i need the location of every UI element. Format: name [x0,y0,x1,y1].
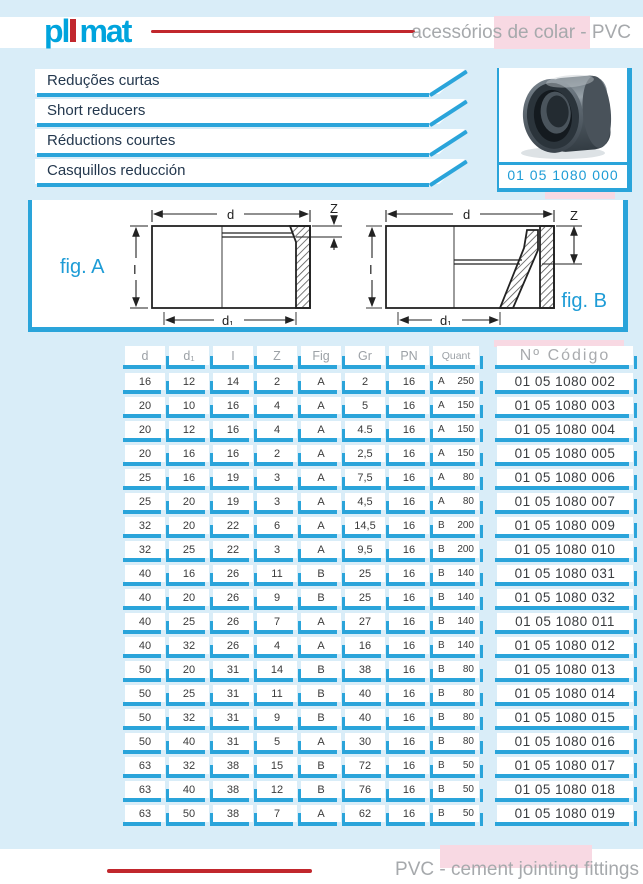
cell-gr: 76 [345,781,385,798]
cell-code: 01 05 1080 031 [497,565,633,582]
table-row [125,421,633,438]
cell-fig: A [301,733,341,750]
cell-d: 20 [125,445,165,462]
page-title: acessórios de colar - PVC [411,22,631,43]
fig-b-drawing [350,202,600,325]
cell-gr: 40 [345,685,385,702]
cell-d: 50 [125,685,165,702]
cell-quant [433,373,479,390]
quant-value: 150 [457,424,474,435]
column-gap [483,709,493,726]
quant-fig-letter: A [438,496,445,507]
quant-value: 80 [462,664,474,675]
banner-pt [35,69,465,94]
col-header-z: Z [257,346,297,365]
col-header-d: d [125,346,165,365]
cell-gr: 38 [345,661,385,678]
cell-i: 26 [213,589,253,606]
cell-d: 50 [125,733,165,750]
cell-gr: 5 [345,397,385,414]
quant-fig-letter: B [438,808,445,819]
cell-quant [433,733,479,750]
column-gap [483,733,493,750]
quant-fig-letter: B [438,592,445,603]
cell-d1: 40 [169,781,209,798]
cell-code: 01 05 1080 007 [497,493,633,510]
cell-gr: 40 [345,709,385,726]
svg-text:d: d [463,207,471,222]
footer-red-rule [107,869,312,873]
table-row [125,397,633,414]
table-row [125,781,633,798]
table-row [125,661,633,678]
column-gap [483,637,493,654]
cell-pn: 16 [389,805,429,822]
cell-code: 01 05 1080 018 [497,781,633,798]
cell-d1: 20 [169,517,209,534]
cell-d: 25 [125,493,165,510]
cell-fig: B [301,757,341,774]
cell-z: 11 [257,565,297,582]
cell-pn: 16 [389,709,429,726]
col-header-codigo: Nº Código [497,346,633,365]
cell-d: 50 [125,709,165,726]
cell-pn: 16 [389,373,429,390]
table-row [125,445,633,462]
column-gap [483,685,493,702]
cell-pn: 16 [389,637,429,654]
cell-pn: 16 [389,781,429,798]
cell-gr: 30 [345,733,385,750]
cell-pn: 16 [389,445,429,462]
quant-value: 80 [462,712,474,723]
column-gap [483,541,493,558]
quant-fig-letter: A [438,472,445,483]
cell-pn: 16 [389,541,429,558]
cell-gr: 9,5 [345,541,385,558]
cell-d: 63 [125,805,165,822]
banner-label: Short reducers [47,102,146,119]
quant-fig-letter: A [438,448,445,459]
column-gap [483,346,493,365]
banner-label: Reduções curtas [47,72,160,89]
cell-d: 20 [125,421,165,438]
cell-pn: 16 [389,685,429,702]
logo-text-pre: pl [44,13,69,49]
quant-value: 200 [457,520,474,531]
quant-fig-letter: B [438,712,445,723]
table-row [125,709,633,726]
column-gap [483,397,493,414]
svg-text:Z: Z [330,202,338,216]
cell-z: 11 [257,685,297,702]
quant-value: 140 [457,568,474,579]
cell-i: 38 [213,781,253,798]
fig-a-drawing [110,202,360,325]
cell-quant [433,421,479,438]
column-gap [483,445,493,462]
quant-fig-letter: B [438,688,445,699]
column-gap [483,421,493,438]
table-row [125,493,633,510]
quant-value: 80 [462,472,474,483]
quant-fig-letter: A [438,376,445,387]
cell-gr: 27 [345,613,385,630]
cell-d1: 32 [169,637,209,654]
logo-text-post: mat [79,13,131,49]
table-row [125,733,633,750]
cell-fig: A [301,541,341,558]
cell-fig: B [301,685,341,702]
header-red-rule [151,30,415,33]
product-photo [499,68,627,162]
cell-d1: 10 [169,397,209,414]
table-header-row [125,346,633,365]
quant-fig-letter: A [438,424,445,435]
quant-value: 140 [457,592,474,603]
cell-fig: A [301,373,341,390]
quant-value: 50 [462,760,474,771]
cell-d: 32 [125,517,165,534]
cell-quant [433,469,479,486]
cell-code: 01 05 1080 014 [497,685,633,702]
cell-quant [433,589,479,606]
cell-gr: 72 [345,757,385,774]
cell-z: 7 [257,613,297,630]
cell-code: 01 05 1080 004 [497,421,633,438]
quant-fig-letter: B [438,736,445,747]
cell-i: 22 [213,517,253,534]
cell-fig: B [301,781,341,798]
cell-z: 4 [257,421,297,438]
cell-z: 7 [257,805,297,822]
table-row [125,517,633,534]
cell-code: 01 05 1080 019 [497,805,633,822]
cell-pn: 16 [389,565,429,582]
cell-quant [433,781,479,798]
quant-fig-letter: B [438,664,445,675]
cell-i: 38 [213,805,253,822]
quant-value: 140 [457,616,474,627]
quant-value: 140 [457,640,474,651]
cell-gr: 25 [345,565,385,582]
banner-underline [37,123,429,127]
cell-code: 01 05 1080 011 [497,613,633,630]
title-banners [35,69,465,189]
col-header-fig: Fig [301,346,341,365]
banner-es [35,159,465,184]
cell-z: 2 [257,445,297,462]
cell-z: 4 [257,397,297,414]
quant-fig-letter: B [438,544,445,555]
cell-pn: 16 [389,493,429,510]
cell-fig: B [301,589,341,606]
fig-a-label: fig. A [60,256,105,278]
cell-quant [433,637,479,654]
cell-i: 16 [213,397,253,414]
cell-code: 01 05 1080 012 [497,637,633,654]
cell-z: 3 [257,541,297,558]
cell-i: 14 [213,373,253,390]
table-row [125,541,633,558]
cell-fig: B [301,661,341,678]
svg-text:Z: Z [570,208,578,223]
quant-fig-letter: B [438,784,445,795]
cell-code: 01 05 1080 032 [497,589,633,606]
cell-d1: 25 [169,685,209,702]
cell-z: 2 [257,373,297,390]
product-image-box [497,68,632,192]
cell-d1: 32 [169,709,209,726]
banner-label: Réductions courtes [47,132,176,149]
column-gap [483,781,493,798]
cell-d1: 16 [169,565,209,582]
table-row [125,469,633,486]
quant-value: 80 [462,688,474,699]
banner-underline [37,153,429,157]
svg-text:d: d [227,207,235,222]
svg-text:I: I [133,262,137,277]
cell-d1: 25 [169,541,209,558]
cell-pn: 16 [389,733,429,750]
cell-i: 22 [213,541,253,558]
cell-z: 9 [257,709,297,726]
cell-z: 6 [257,517,297,534]
cell-pn: 16 [389,517,429,534]
table-row [125,373,633,390]
col-header-pn: PN [389,346,429,365]
plimat-logo [44,13,130,49]
cell-d1: 20 [169,661,209,678]
table-row [125,589,633,606]
cell-d1: 40 [169,733,209,750]
cell-gr: 2,5 [345,445,385,462]
quant-value: 80 [462,496,474,507]
quant-value: 150 [457,448,474,459]
cell-fig: B [301,709,341,726]
cell-d1: 20 [169,589,209,606]
cell-fig: A [301,421,341,438]
cell-quant [433,661,479,678]
cell-i: 16 [213,421,253,438]
column-gap [483,589,493,606]
cell-i: 38 [213,757,253,774]
logo-red-bar [70,19,76,42]
cell-code: 01 05 1080 013 [497,661,633,678]
cell-quant [433,709,479,726]
cell-quant [433,517,479,534]
cell-gr: 7,5 [345,469,385,486]
dimensions-table [125,346,633,829]
cell-quant [433,757,479,774]
cell-code: 01 05 1080 002 [497,373,633,390]
column-gap [483,805,493,822]
column-gap [483,373,493,390]
table-body [125,373,633,822]
svg-text:I: I [369,262,373,277]
banner-label: Casquillos reducción [47,162,186,179]
cell-quant [433,565,479,582]
column-gap [483,517,493,534]
cell-d: 25 [125,469,165,486]
cell-gr: 4,5 [345,493,385,510]
column-gap [483,613,493,630]
cell-d1: 32 [169,757,209,774]
footer-text: PVC - cement jointing fittings [395,859,639,880]
cell-gr: 4.5 [345,421,385,438]
cell-fig: B [301,565,341,582]
cell-quant [433,493,479,510]
cell-pn: 16 [389,757,429,774]
column-gap [483,757,493,774]
column-gap [483,661,493,678]
cell-i: 31 [213,709,253,726]
cell-code: 01 05 1080 015 [497,709,633,726]
cell-d: 40 [125,613,165,630]
cell-i: 26 [213,637,253,654]
cell-gr: 16 [345,637,385,654]
cell-d1: 12 [169,373,209,390]
cell-fig: A [301,469,341,486]
cell-quant [433,445,479,462]
cell-d1: 20 [169,493,209,510]
cell-code: 01 05 1080 006 [497,469,633,486]
cell-code: 01 05 1080 003 [497,397,633,414]
cell-i: 19 [213,493,253,510]
cell-d1: 50 [169,805,209,822]
cell-d: 63 [125,781,165,798]
cell-d: 40 [125,637,165,654]
cell-gr: 2 [345,373,385,390]
quant-fig-letter: B [438,616,445,627]
cell-fig: A [301,397,341,414]
cell-d: 16 [125,373,165,390]
cell-d1: 25 [169,613,209,630]
quant-fig-letter: B [438,520,445,531]
cell-z: 12 [257,781,297,798]
column-gap [483,493,493,510]
cell-z: 3 [257,493,297,510]
svg-text:d₁: d₁ [222,313,234,325]
cell-code: 01 05 1080 005 [497,445,633,462]
table-row [125,685,633,702]
table-row [125,565,633,582]
cell-fig: A [301,517,341,534]
cell-code: 01 05 1080 010 [497,541,633,558]
cell-quant [433,613,479,630]
cell-z: 14 [257,661,297,678]
banner-en [35,99,465,124]
cell-d: 63 [125,757,165,774]
cell-d: 40 [125,589,165,606]
cell-d: 50 [125,661,165,678]
cell-i: 31 [213,733,253,750]
cell-d: 20 [125,397,165,414]
col-header-d1: d₁ [169,346,209,365]
cell-pn: 16 [389,397,429,414]
cell-fig: A [301,637,341,654]
fig-b-label: fig. B [561,290,607,312]
table-row [125,805,633,822]
column-gap [483,469,493,486]
quant-value: 250 [457,376,474,387]
quant-value: 150 [457,400,474,411]
quant-fig-letter: A [438,400,445,411]
cell-fig: A [301,613,341,630]
cell-i: 16 [213,445,253,462]
quant-fig-letter: B [438,760,445,771]
cell-z: 5 [257,733,297,750]
cell-quant [433,541,479,558]
col-header-i: I [213,346,253,365]
table-row [125,757,633,774]
banner-underline [37,183,429,187]
cell-z: 3 [257,469,297,486]
cell-quant [433,685,479,702]
cell-z: 15 [257,757,297,774]
table-row [125,637,633,654]
cell-i: 19 [213,469,253,486]
cell-i: 31 [213,685,253,702]
column-gap [483,565,493,582]
cell-quant [433,805,479,822]
cell-pn: 16 [389,421,429,438]
cell-gr: 14,5 [345,517,385,534]
banner-fr [35,129,465,154]
quant-fig-letter: B [438,640,445,651]
cell-code: 01 05 1080 009 [497,517,633,534]
table-row [125,613,633,630]
cell-pn: 16 [389,613,429,630]
quant-value: 80 [462,736,474,747]
cell-quant [433,397,479,414]
cell-z: 4 [257,637,297,654]
cell-d1: 16 [169,469,209,486]
cell-pn: 16 [389,589,429,606]
cell-d: 32 [125,541,165,558]
cell-pn: 16 [389,469,429,486]
cell-code: 01 05 1080 016 [497,733,633,750]
quant-fig-letter: B [438,568,445,579]
cell-d1: 16 [169,445,209,462]
cell-fig: A [301,493,341,510]
cell-fig: A [301,805,341,822]
product-code: 01 05 1080 000 [507,167,619,183]
cell-fig: A [301,445,341,462]
cell-i: 26 [213,613,253,630]
banner-underline [37,93,429,97]
diagram-box [28,200,628,332]
quant-value: 50 [462,784,474,795]
quant-value: 50 [462,808,474,819]
quant-value: 200 [457,544,474,555]
cell-d1: 12 [169,421,209,438]
cell-code: 01 05 1080 017 [497,757,633,774]
col-header-gr: Gr [345,346,385,365]
svg-text:d₁: d₁ [440,313,452,325]
cell-i: 26 [213,565,253,582]
cell-gr: 25 [345,589,385,606]
cell-z: 9 [257,589,297,606]
cell-gr: 62 [345,805,385,822]
cell-pn: 16 [389,661,429,678]
col-header-quant: Quant [433,346,479,365]
cell-i: 31 [213,661,253,678]
cell-d: 40 [125,565,165,582]
